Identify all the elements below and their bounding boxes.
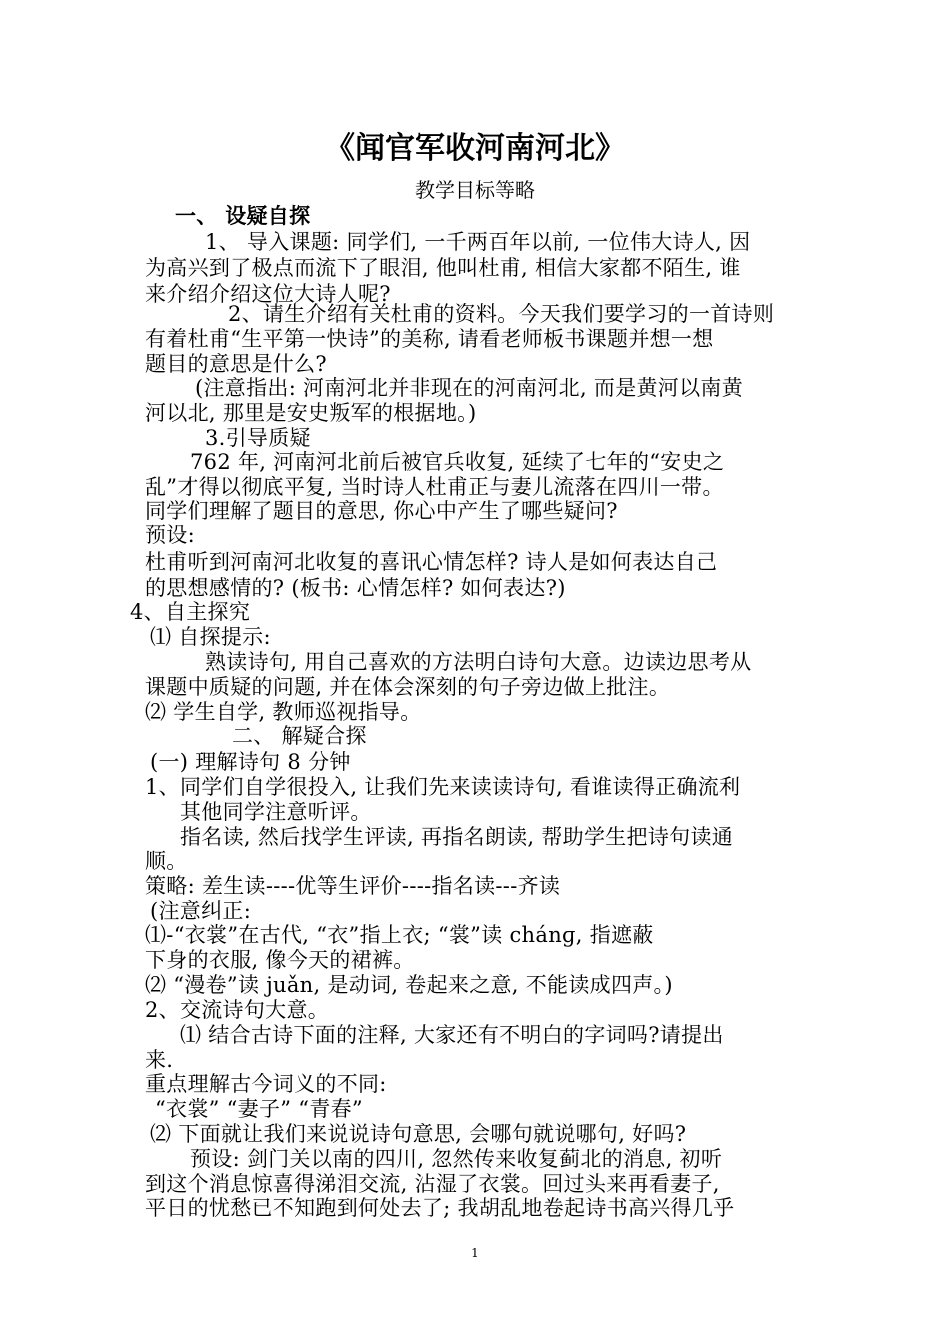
paragraph-line: 策略: 差生读----优等生评价----指名读---齐读 — [145, 874, 561, 898]
subsection-heading: (一) 理解诗句 8 分钟 — [150, 750, 351, 774]
paragraph-line: 乱”才得以彻底平复, 当时诗人杜甫正与妻儿流落在四川一带。 — [145, 475, 724, 499]
page-number: 1 — [471, 1246, 479, 1260]
section-heading-1: 一、 设疑自探 — [175, 204, 311, 228]
paragraph-line: 重点理解古今词义的不同: — [145, 1072, 387, 1096]
paragraph-line: 有着杜甫“生平第一快诗”的美称, 请看老师板书课题并想一想 — [145, 327, 714, 351]
paragraph-line: 指名读, 然后找学生评读, 再指名朗读, 帮助学生把诗句读通 — [180, 825, 734, 849]
paragraph-line: ⑴-“衣裳”在古代, “衣”指上衣; “裳”读 chánɡ, 指遮蔽 — [145, 923, 654, 947]
paragraph-line: 题目的意思是什么? — [145, 352, 327, 376]
paragraph-line: 1、 导入课题: 同学们, 一千两百年以前, 一位伟大诗人, 因 — [205, 230, 751, 254]
paragraph-line: ⑴ 结合古诗下面的注释, 大家还有不明白的字词吗?请提出 — [180, 1023, 724, 1047]
paragraph-line: 杜甫听到河南河北收复的喜讯心情怎样? 诗人是如何表达自己 — [145, 550, 718, 574]
paragraph-line: 平日的忧愁已不知跑到何处去了; 我胡乱地卷起诗书高兴得几乎 — [145, 1196, 735, 1220]
paragraph-line: 下身的衣服, 像今天的裙裤。 — [145, 948, 415, 972]
paragraph-line: 762 年, 河南河北前后被官兵收复, 延续了七年的“安史之 — [190, 450, 725, 474]
paragraph-line: (注意纠正: — [150, 899, 252, 923]
paragraph-line: 熟读诗句, 用自己喜欢的方法明白诗句大意。边读边思考从 — [205, 650, 752, 674]
paragraph-line: 预设: 剑门关以南的四川, 忽然传来收复蓟北的消息, 初听 — [190, 1147, 723, 1171]
document-subtitle: 教学目标等略 — [415, 178, 535, 202]
paragraph-line: 其他同学注意听评。 — [180, 800, 372, 824]
paragraph-line: 顺。 — [145, 849, 188, 873]
paragraph-line: (注意指出: 河南河北并非现在的河南河北, 而是黄河以南黄 — [195, 376, 743, 400]
paragraph-line: ⑵ “漫卷”读 juǎn, 是动词, 卷起来之意, 不能读成四声。) — [145, 973, 673, 997]
paragraph-line: 同学们理解了题目的意思, 你心中产生了哪些疑问? — [145, 499, 618, 523]
paragraph-line: 3.引导质疑 — [205, 426, 311, 450]
paragraph-line: 到这个消息惊喜得涕泪交流, 沾湿了衣裳。回过头来再看妻子, — [145, 1172, 720, 1196]
section-heading-4: 4、自主探究 — [130, 600, 251, 624]
paragraph-line: ⑵ 学生自学, 教师巡视指导。 — [145, 700, 422, 724]
paragraph-line: 为高兴到了极点而流下了眼泪, 他叫杜甫, 相信大家都不陌生, 谁 — [145, 256, 741, 280]
paragraph-line: “衣裳” “妻子” “青春” — [155, 1097, 363, 1121]
paragraph-line: ⑵ 下面就让我们来说说诗句意思, 会哪句就说哪句, 好吗? — [150, 1122, 687, 1146]
paragraph-line: 1、同学们自学很投入, 让我们先来读读诗句, 看谁读得正确流利 — [145, 775, 741, 799]
paragraph-line: 2、请生介绍有关杜甫的资料。今天我们要学习的一首诗则 — [228, 302, 775, 326]
paragraph-line: 河以北, 那里是安史叛军的根据地。) — [145, 401, 477, 425]
paragraph-line: 的思想感情的? (板书: 心情怎样? 如何表达?) — [145, 576, 566, 600]
paragraph-line: 预设: — [145, 523, 195, 547]
section-heading-2: 二、 解疑合探 — [232, 724, 367, 748]
paragraph-line: ⑴ 自探提示: — [150, 625, 271, 649]
paragraph-line: 来介绍介绍这位大诗人呢? — [145, 282, 391, 306]
paragraph-line: 2、交流诗句大意。 — [145, 998, 330, 1022]
paragraph-line: 来. — [145, 1048, 174, 1072]
paragraph-line: 课题中质疑的问题, 并在体会深刻的句子旁边做上批注。 — [145, 675, 671, 699]
document-title: 《闻官军收河南河北》 — [325, 131, 625, 166]
